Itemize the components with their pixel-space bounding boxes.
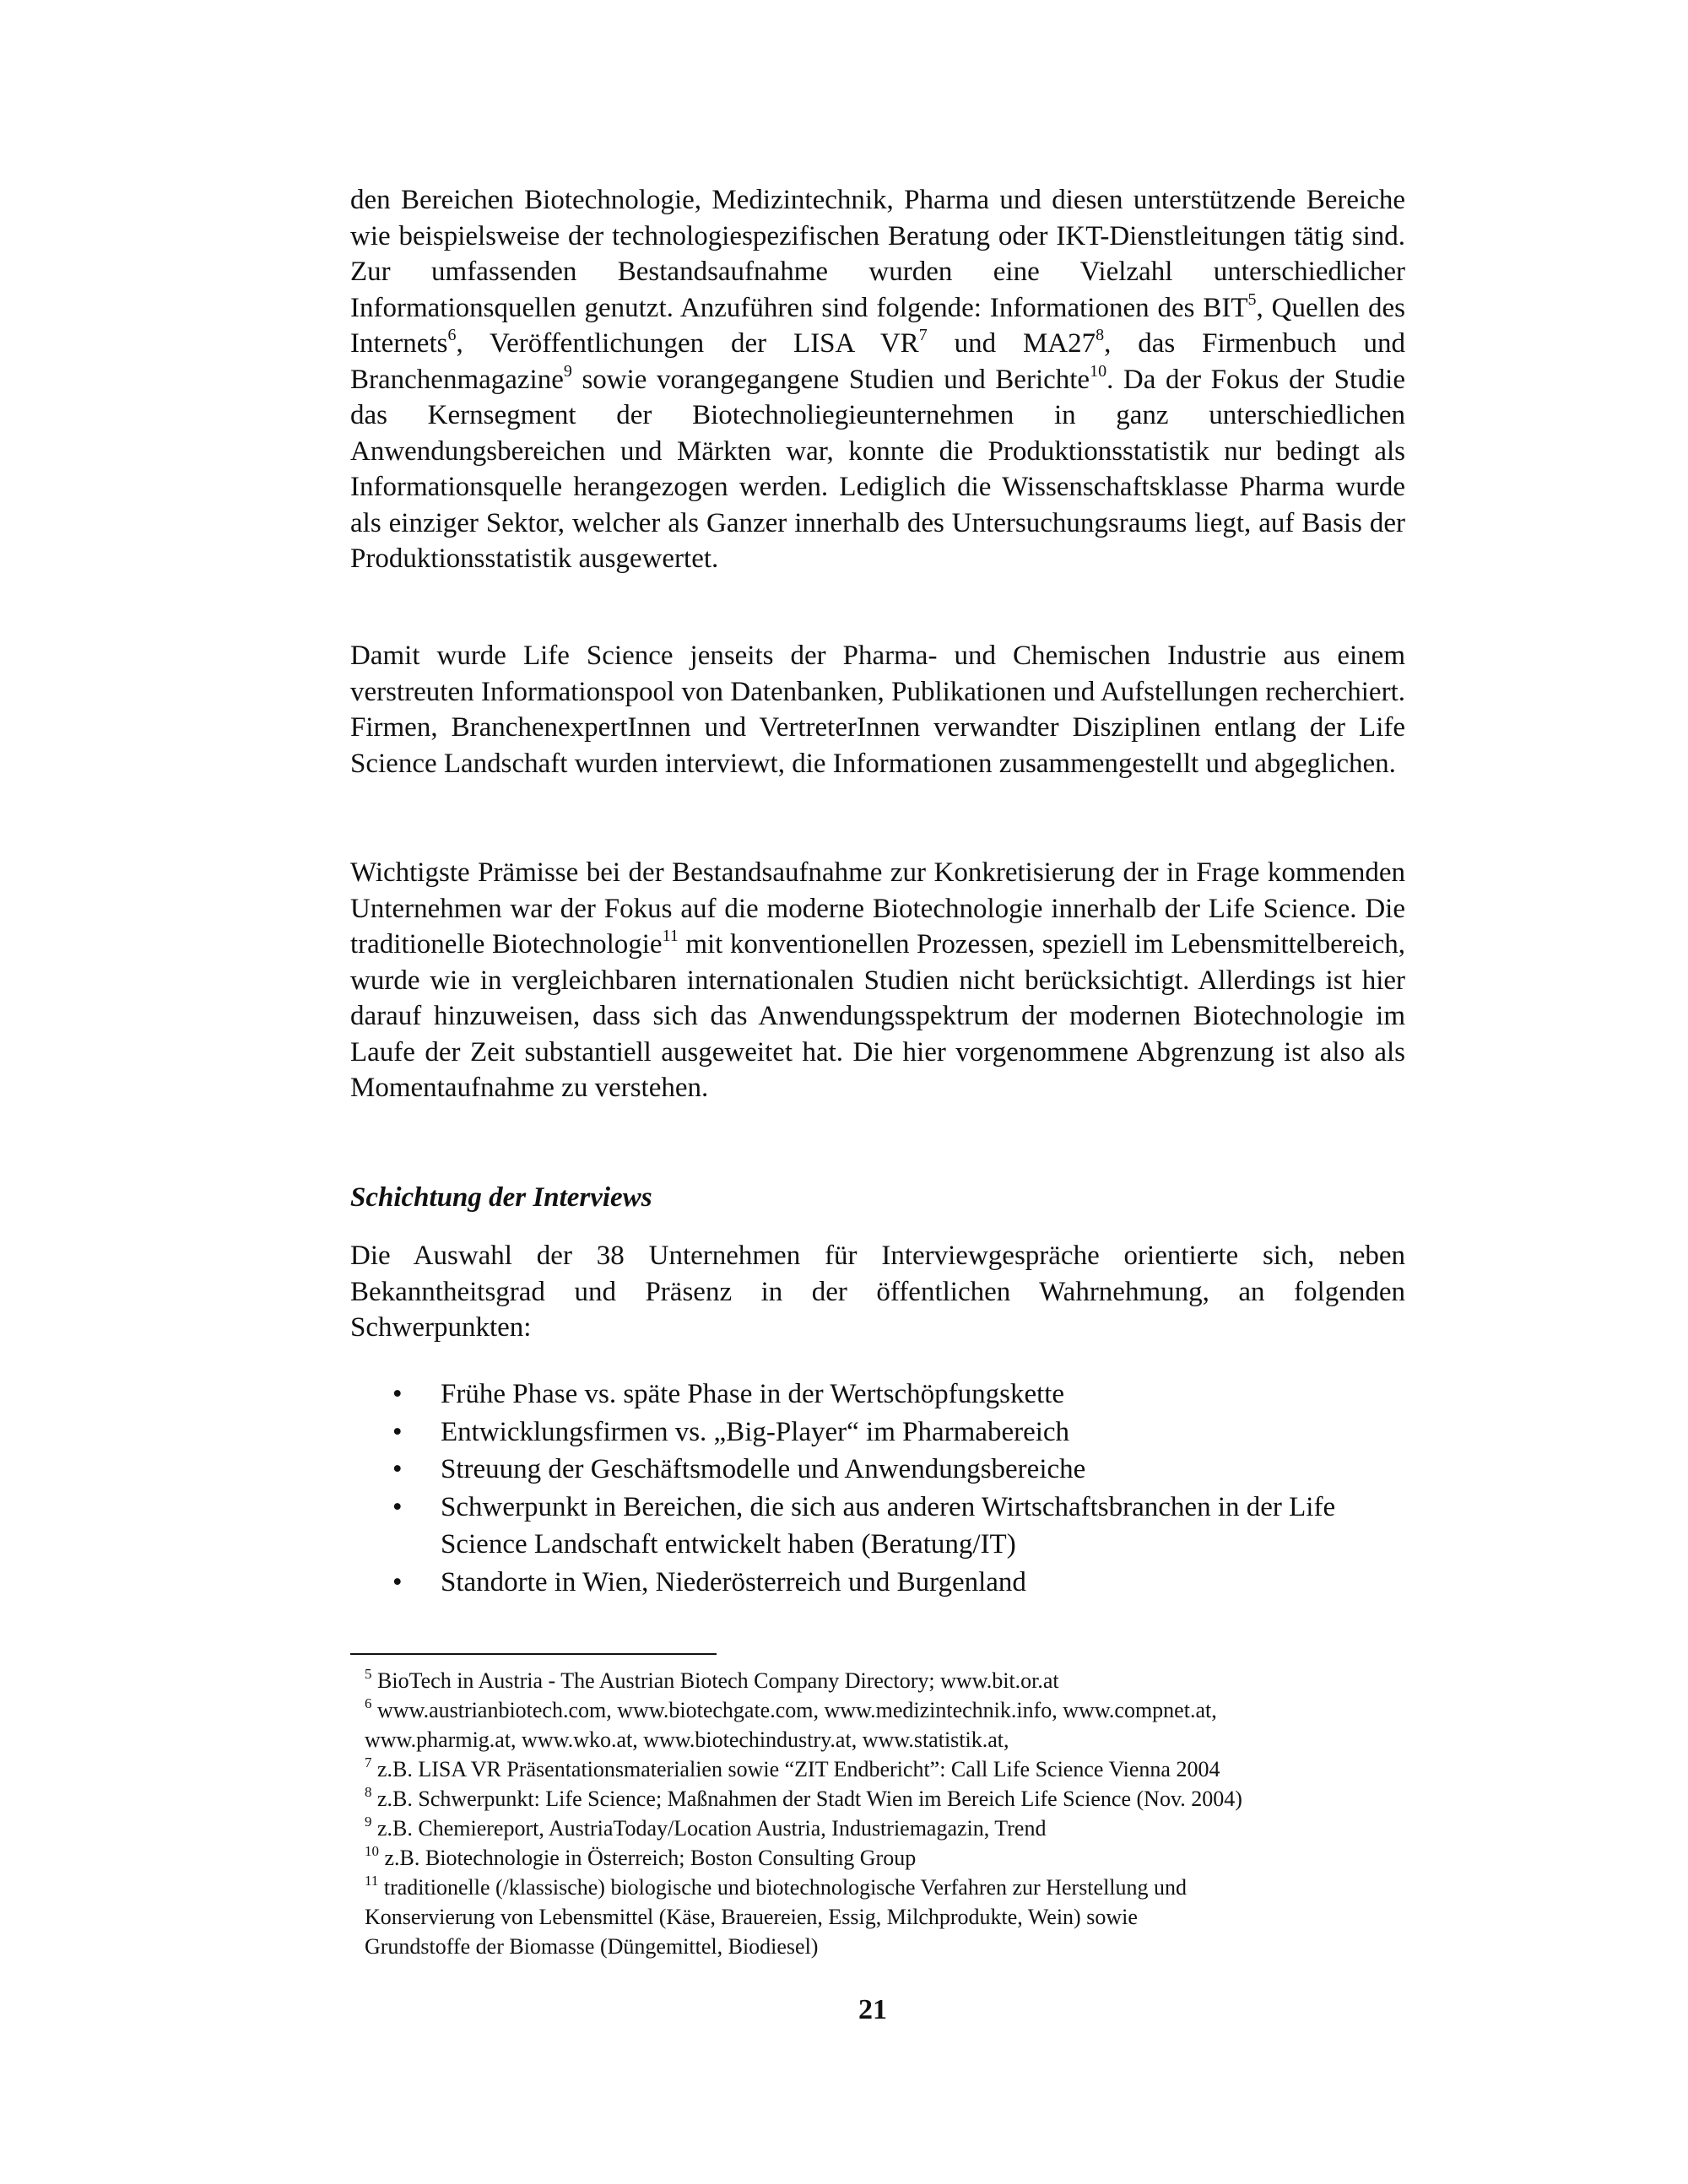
footnote-ref-5[interactable]: 5: [1247, 289, 1257, 309]
footnote-ref-8[interactable]: 8: [1096, 326, 1105, 344]
footnotes: [365, 1666, 1420, 1961]
bullet-icon: •: [392, 1379, 403, 1409]
footnote-divider: [350, 1653, 717, 1655]
footnote-10: $^{10}$ z.B. Biotechnologie in Österreich; Boston Consulting Group: [365, 1843, 917, 1870]
footnote-ref-6[interactable]: 6: [447, 326, 457, 344]
bullet-icon: •: [392, 1566, 403, 1597]
bullet-icon: •: [392, 1454, 403, 1484]
footnote-6-continuation: www.pharmig.at, www.wko.at, www.biotechindustry.at, www.statistik.at,: [365, 1727, 1009, 1752]
section-heading: Schichtung der Interviews: [350, 1182, 652, 1213]
bullet-list: [350, 1376, 1405, 1601]
footnote-ref-7[interactable]: 7: [918, 326, 928, 344]
footnote-9: $^9$ z.B. Chemiereport, AustriaToday/Location Austria, Industriemagazin, Trend: [365, 1814, 1047, 1841]
paragraph-sources: den Bereichen Biotechnologie, Medizintechnik, Pharma und diesen unterstützende Bereiche wie beispielsweise der technologiespezifischen Beratung oder IKT-Dienstleitungen tätig sind. Zur umfassenden Bestandsaufnahme wurden eine Vielzahl unterschiedlicher Informationsquellen genutzt. Anzuführen sind folgende: Informationen des BIT$^5$, Quellen des Internets$^6$, Veröffentlichungen der LISA $VR^7$ und $MA27^8$, das Firmenbuch und Branchenmagazine$^9$ sowie vorangegangene Studien und Berichte$^{10}$. Da der Fokus der Studie das Kernsegment der Biotechnoliegieunternehmen in ganz unterschiedlichen Anwendungsbereichen und Märkten war, konnte die Produktionsstatistik nur bedingt als Informationsquelle herangezogen werden. Lediglich die Wissenschaftsklasse Pharma wurde als einziger Sektor, welcher als Ganzer innerhalb des Untersuchungsraums liegt, auf Basis der Produktionsstatistik ausgewertet.: [350, 185, 1406, 574]
paragraph-premise: Wichtigste Prämisse bei der Bestandsaufnahme zur Konkretisierung der in Frage kommenden Unternehmen war der Fokus auf die moderne Biotechnologie innerhalb der Life Science. Die traditionelle Biotechnologie$^{11}$ mit konventionellen Prozessen, speziell im Lebensmittelbereich, wurde wie in vergleichbaren internationalen Studien nicht berücksichtigt. Allerdings ist hier darauf hinzuweisen, dass sich das Anwendungsspektrum der modernen Biotechnologie im Laufe der Zeit substantiell ausgeweitet hat. Die hier vorgenommene Abgrenzung ist also als Momentaufnahme zu verstehen.: [350, 857, 1405, 1103]
paragraph-life-science: Damit wurde Life Science jenseits der Pharma- und Chemischen Industrie aus einem verstreuten Informationspool von Datenbanken, Publikationen und Aufstellungen recherchiert. Firmen, BranchenexpertInnen und VertreterInnen verwandter Disziplinen entlang der Life Science Landschaft wurden interviewt, die Informationen zusammengestellt und abgeglichen.: [350, 641, 1405, 779]
footnote-ref-9[interactable]: 9: [563, 361, 572, 381]
list-item: • Frühe Phase vs. späte Phase in der Wertschöpfungskette: [350, 1376, 1405, 1414]
page-number: 21: [858, 1994, 887, 2025]
paragraph-selection: Die Auswahl der 38 Unternehmen für Interviewgespräche orientierte sich, neben Bekanntheitsgrad und Präsenz in der öffentlichen Wahrnehmung, an folgenden Schwerpunkten:: [350, 1241, 1405, 1343]
footnote-11-continuation: Grundstoffe der Biomasse (Düngemittel, Biodiesel): [365, 1934, 819, 1959]
list-item: • Schwerpunkt in Bereichen, die sich aus anderen Wirtschaftsbranchen in der Life Science Landschaft entwickelt haben (Beratung/IT): [350, 1489, 1405, 1564]
list-item: • Entwicklungsfirmen vs. „Big-Player“ im Pharmabereich: [350, 1414, 1405, 1451]
footnote-ref-10[interactable]: 10: [1090, 361, 1107, 381]
footnote-6: $^6$ www.austrianbiotech.com, www.biotechgate.com, www.medizintechnik.info, www.compnet.at,: [365, 1695, 1217, 1722]
footnote-11-continuation: Konservierung von Lebensmittel (Käse, Brauereien, Essig, Milchprodukte, Wein) sowie: [365, 1905, 1138, 1929]
list-item: • Streuung der Geschäftsmodelle und Anwendungsbereiche: [350, 1451, 1405, 1489]
footnote-ref-11[interactable]: 11: [662, 927, 679, 945]
footnote-8: $^8$ z.B. Schwerpunkt: Life Science; Maßnahmen der Stadt Wien im Bereich Life Science (Nov. 2004): [365, 1784, 1242, 1811]
list-item: • Standorte in Wien, Niederösterreich und Burgenland: [350, 1564, 1405, 1602]
footnote-11: $^{11}$ traditionelle (/klassische) biologische und biotechnologische Verfahren zur Herstellung und: [365, 1873, 1188, 1900]
footnote-7: $^7$ z.B. LISA VR Präsentationsmaterialien sowie “ZIT Endbericht”: Call Life Science Vienna 2004: [365, 1754, 1220, 1781]
bullet-icon: •: [392, 1491, 403, 1522]
footnote-5: $^5$ BioTech in Austria - The Austrian Biotech Company Directory; www.bit.or.at: [365, 1666, 1059, 1693]
bullet-icon: •: [392, 1416, 403, 1447]
